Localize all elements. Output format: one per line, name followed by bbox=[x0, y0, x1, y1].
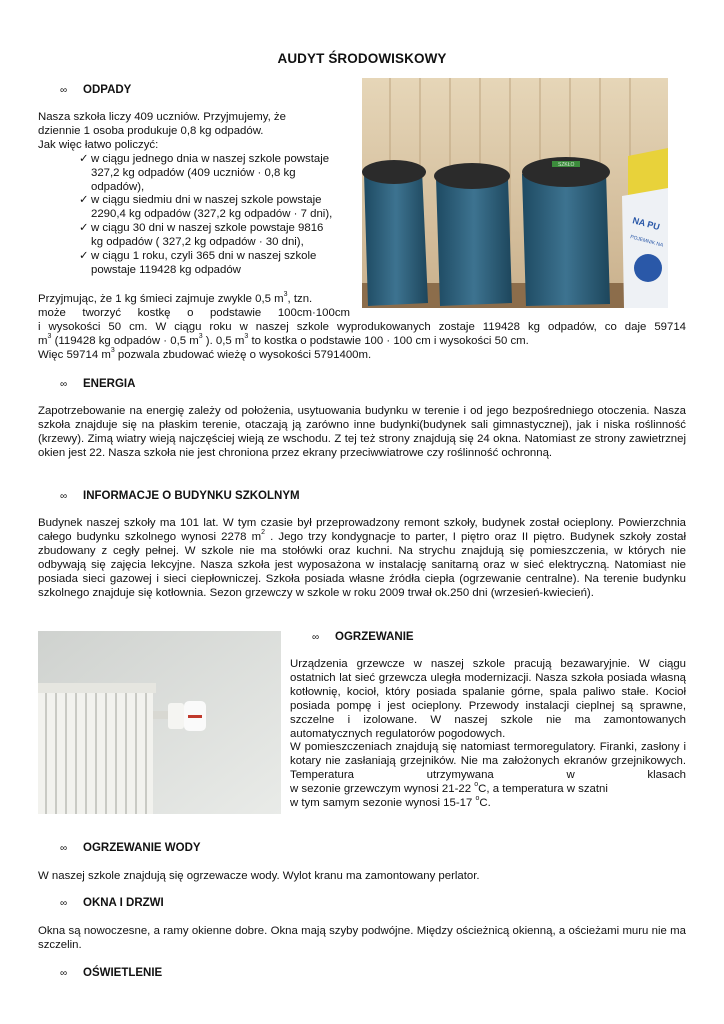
energia-text: Zapotrzebowanie na energię zależy od położenia, usytuowania budynku w terenie i od jego bezpośredniego otoczenia. Nasza szkoła znajduje się na płaskim terenie, otaczają ją zarówno inne budynki(budynek sali gimnastycznej), jak i niska roślinność (krzewy). Zimą wiatry wieją najczęściej wieją ze wschodu. Z tej też strony znajdują się 24 okna. Natomiast ze strony zawietrznej okien jest 22. Nasza szkoła nie jest chroniona przez ekrany przeciwwiatrowe czy roślinność ochronną. bbox=[38, 405, 686, 459]
text-line: Jak więc łatwo policzyć: bbox=[38, 138, 159, 151]
text-line: Nasza szkoła liczy 409 uczniów. Przyjmujemy, że bbox=[38, 111, 286, 123]
bullet-icon: ∞ bbox=[60, 85, 68, 96]
section-heading-energia bbox=[60, 378, 135, 392]
bin-middle bbox=[434, 163, 512, 306]
bin-left bbox=[362, 160, 428, 306]
heading-text: INFORMACJE O BUDYNKU SZKOLNYM bbox=[83, 490, 300, 502]
text-line: odpadów), bbox=[91, 180, 145, 193]
heading-text: ENERGIA bbox=[83, 378, 136, 390]
section-heading-oswietlenie bbox=[60, 967, 162, 981]
text-line: może tworzyć kostkę o podstawie 100cm·100cm bbox=[38, 306, 350, 319]
text-line: i wysokości 50 cm. W ciągu roku w naszej szkole wyprodukowanych zostaje 119428 kg odpadów, co daje 59714 bbox=[38, 320, 686, 333]
okna-text: Okna są nowoczesne, a ramy okienne dobre. Okna mają szyby podwójne. Między ościeżnicą okienną, a ościeżami muru nie ma szczelin. bbox=[38, 925, 686, 951]
list-item bbox=[79, 250, 358, 278]
text-block: W pomieszczeniach znajdują się natomiast termoregulatory. Firanki, zasłony i kotary nie zasłaniają grzejników. Nie ma założonych ekranów grzejnikowych. Temperatura utrzymywana w klasach bbox=[290, 741, 686, 782]
section-heading-ogrzewanie bbox=[312, 631, 414, 645]
odpady-volume bbox=[38, 293, 686, 363]
bin-right bbox=[522, 157, 610, 306]
bullet-icon: ∞ bbox=[60, 898, 68, 909]
text-line: w ciągu 1 roku, czyli 365 dni w naszej szkole bbox=[91, 250, 317, 263]
odpady-intro bbox=[38, 111, 358, 278]
section-heading-okna bbox=[60, 897, 164, 911]
heading-text: OGRZEWANIE bbox=[335, 631, 414, 643]
text-line: $m^3$ (119428 kg odpadów · 0,5 $m^3$ ). 0,5 $m^3$ to kostka o podstawie 100 · 100 cm i wysokości 50 cm. bbox=[38, 332, 529, 347]
svg-text:NA PU: NA PU bbox=[631, 215, 661, 233]
text-line: powstaje 119428 kg odpadów bbox=[91, 263, 241, 276]
bullet-icon: ∞ bbox=[60, 491, 68, 502]
radiator-photo bbox=[38, 631, 281, 814]
list-item bbox=[79, 222, 358, 250]
text-line: w sezonie grzewczym wynosi 21-22 $^o$C, a temperatura w szatni bbox=[290, 781, 608, 796]
yellow-bin bbox=[622, 148, 668, 308]
section-heading-woda bbox=[60, 842, 201, 856]
heading-text: OKNA I DRZWI bbox=[83, 897, 164, 909]
list-item bbox=[79, 194, 358, 222]
recycling-bins-illustration bbox=[362, 78, 668, 308]
woda-text: W naszej szkole znajdują się ogrzewacze wody. Wylot kranu ma zamontowany perlator. bbox=[38, 870, 480, 882]
svg-text:POJEMNIK NA: POJEMNIK NA bbox=[629, 234, 664, 249]
text-line: w ciągu siedmiu dni w naszej szkole powstaje bbox=[91, 194, 322, 207]
heading-text: OŚWIETLENIE bbox=[83, 967, 163, 979]
heading-text: ODPADY bbox=[83, 84, 132, 96]
bullet-icon: ∞ bbox=[60, 379, 68, 390]
budynek-text: Budynek naszej szkoły ma 101 lat. W tym czasie był przeprowadzony remont szkoły, budynek został ocieplony. Powierzchnia całego budynku szkolnego wynosi 2278 $m^2$ . Jego trzy kondygnacje to parter, I piętro oraz II piętro. Budynek szkoły został zbudowany z cegły pełnej. W szkole nie ma stołówki oraz kuchni. Na strychu znajdują się pomieszczenia, w których nie odbywają się zajęcia lekcyjne. Nasza szkoła jest wyposażona w instalację sanitarną oraz w sieć elektryczną. Natomiast nie posiada sieci gazowej i sieci ciepłowniczej. Szkoła posiada własne źródła ciepła (ogrzewanie centralne). Na terenie budynku szkolnego znajduje się kotłownia. Sezon grzewczy w szkole w roku 2009 trwał ok.250 dni (wrzesień-kwiecień). bbox=[38, 517, 686, 599]
bullet-icon: ∞ bbox=[60, 968, 68, 979]
bullet-icon: ∞ bbox=[60, 843, 68, 854]
radiator-illustration bbox=[38, 631, 281, 814]
text-line: w ciągu jednego dnia w naszej szkole powstaje bbox=[91, 152, 330, 165]
text-line: kg odpadów ( 327,2 kg odpadów · 30 dni), bbox=[91, 236, 304, 249]
text-line: w tym samym sezonie wynosi 15-17 $^o$C. bbox=[290, 795, 491, 810]
text-line: dziennie 1 osoba produkuje 0,8 kg odpadów. bbox=[38, 124, 264, 137]
waste-calc-list bbox=[79, 153, 358, 278]
check-icon: ✓ bbox=[79, 194, 89, 207]
ogrzewanie-text bbox=[290, 658, 686, 811]
heading-text: OGRZEWANIE WODY bbox=[83, 842, 201, 854]
text-block: Urządzenia grzewcze w naszej szkole pracują bezawaryjnie. W ciągu ostatnich lat sieć grzewcza uległa modernizacji. Nasza szkoła posiada własną kotłownię, kocioł, który posiada spalanie górne, spala paliwo stałe. Kocioł posiada pompę i jest ocieplony. Przewody instalacji cieplnej są sprawne, szczelne i izolowane. W naszej szkole nie ma zamontowanych automatycznych regulatorów pogodowych. bbox=[290, 658, 686, 740]
list-item bbox=[79, 153, 358, 195]
text-line: 2290,4 kg odpadów (327,2 kg odpadów · 7 dni), bbox=[91, 208, 333, 221]
check-icon: ✓ bbox=[79, 250, 89, 263]
text-line: 327,2 kg odpadów (409 uczniów · 0,8 kg bbox=[91, 166, 296, 179]
bullet-icon: ∞ bbox=[312, 632, 320, 643]
text-line: Przyjmując, że 1 kg śmieci zajmuje zwykle 0,5 $m^3$, tzn. bbox=[38, 291, 313, 305]
section-heading-odpady bbox=[60, 84, 131, 98]
section-heading-budynek bbox=[60, 490, 300, 504]
recycling-bins-photo bbox=[362, 78, 668, 308]
text-line: w ciągu 30 dni w naszej szkole powstaje 9816 bbox=[91, 222, 324, 235]
check-icon: ✓ bbox=[79, 152, 89, 165]
page-title: AUDYT ŚRODOWISKOWY bbox=[277, 51, 447, 66]
text-line: Więc 59714 $m^3$ pozwala zbudować wieżę o wysokości 5791400m. bbox=[38, 346, 372, 361]
check-icon: ✓ bbox=[79, 222, 89, 235]
svg-text:SZKŁO: SZKŁO bbox=[558, 162, 575, 168]
